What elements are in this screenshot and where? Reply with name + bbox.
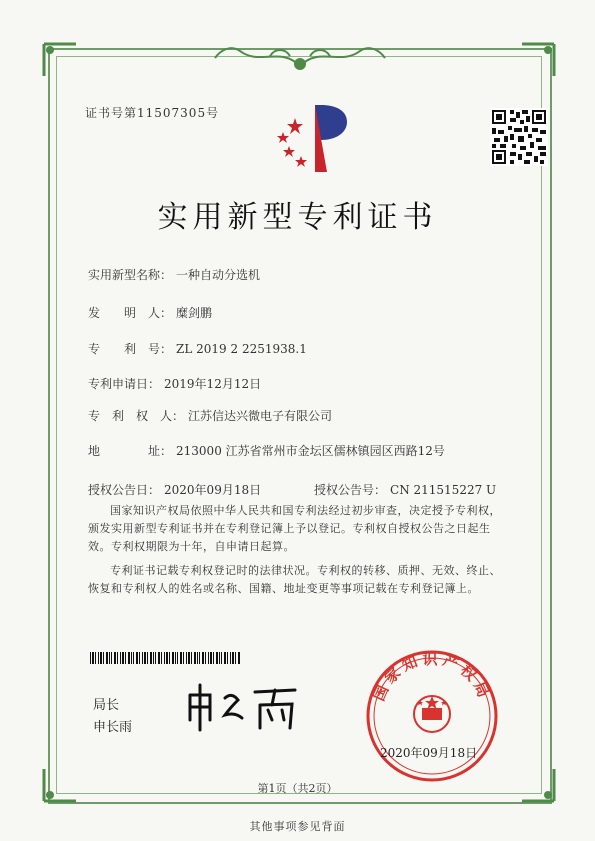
top-left-ornament [40,40,80,80]
page-number: 第1页（共2页） [257,782,338,795]
publication-number-value: CN 211515227 U [390,483,497,497]
utility-model-name-value: 一种自动分选机 [176,268,261,282]
application-date-row [88,375,261,392]
barcode-icon [90,652,240,664]
patent-number-label: 专 利 号： [88,342,173,356]
publication-date-label: 授权公告日： [88,483,161,497]
patent-number-value: ZL 2019 2 2251938.1 [176,342,307,356]
qr-code-icon [490,108,548,166]
inventor-row [88,304,212,321]
director-title: 局长 [93,698,120,713]
cnipa-logo-icon [275,100,355,175]
inventor-label: 发 明 人： [88,306,173,320]
patentee-row [88,407,332,424]
application-date-value: 2019年12月12日 [164,377,262,391]
patent-number-row [88,340,307,357]
patentee-value: 江苏信达兴微电子有限公司 [188,409,333,423]
legal-status-paragraph: 专利证书记载专利权登记时的法律状况。专利权的转移、质押、无效、终止、恢复和专利权人的姓名或名称、国籍、地址变更等事项记载在专利登记簿上。 [88,564,501,595]
publication-date-row [88,481,261,498]
top-ornament [210,36,390,76]
footer-note: 其他事项参见背面 [249,820,346,833]
application-date-label: 专利申请日： [88,377,161,391]
grant-paragraph: 国家知识产权局依照中华人民共和国专利法经过初步审查，决定授予专利权，颁发实用新型专利证书并在专利登记簿上予以登记。专利权自授权公告之日起生效。专利权期限为十年，自申请日起算。 [88,504,501,553]
official-seal [364,648,500,784]
handwritten-signature [180,680,310,735]
utility-model-name-row [88,266,260,283]
top-right-ornament [518,40,558,80]
publication-number-row [314,481,496,498]
address-value: 213000 江苏省常州市金坛区儒林镇园区西路12号 [176,444,445,458]
address-label: 地 址： [88,444,173,458]
page-title: 实用新型专利证书 [157,200,438,235]
seal-text: 国家知识产权局 [369,650,495,704]
publication-date-value: 2020年09月18日 [164,483,262,497]
address-row [88,442,445,459]
publication-number-label: 授权公告号： [314,483,387,497]
director-name: 申长雨 [93,720,133,735]
inventor-value: 糜剑鹏 [176,306,213,320]
utility-model-name-label: 实用新型名称： [88,268,173,282]
certificate-number: 证书号第11507305号 [85,106,220,120]
seal-date: 2020年09月18日 [380,746,478,760]
patentee-label: 专 利 权 人： [88,409,185,423]
